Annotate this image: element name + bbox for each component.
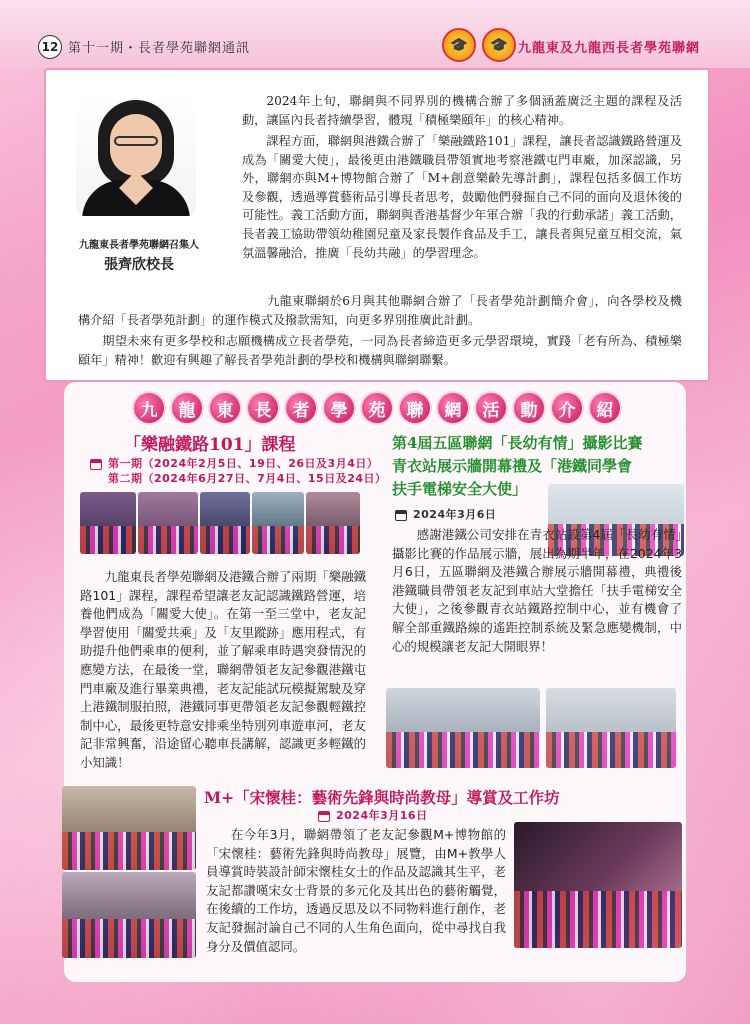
section-banner bbox=[132, 388, 622, 426]
activity1-photo bbox=[252, 492, 304, 554]
banner-char: 長 bbox=[246, 391, 280, 425]
activity1-body: 九龍東長者學苑聯網及港鐵合辦了兩期「樂融鐵路101」課程，課程希望讓老友記認識鐵路營運，培養他們成為「關愛大使」。在第一至三堂中，老友記學習使用「關愛共乘」及「友里蹤跡」應用程式，有助提升他們乘車的便利，並了解乘車時遇突發情況的應變方法，在最後一堂，聯網帶領老友記參觀港鐵屯門車廠及進行畢業典禮，老友記能試玩模擬駕駛及穿上港鐵制服拍照，港鐵同事更帶領老友記參觀輕鐵控制中心，最後更特意安排乘坐特別列車遊車河，老友記非常興奮，沿途留心聽車長講解，認識更多輕鐵的小知識！ bbox=[80, 569, 366, 770]
academy-logo-icon: 🎓 bbox=[482, 28, 516, 62]
banner-char: 龍 bbox=[170, 391, 204, 425]
intro-paragraph: 九龍東聯網於6月與其他聯網合辦了「長者學苑計劃簡介會」，向各學校及機構介紹「長者學苑計劃」的運作模式及撥款需知，向更多界別推廣此計劃。 bbox=[78, 294, 682, 327]
banner-char: 學 bbox=[322, 391, 356, 425]
academy-logo-icon: 🎓 bbox=[442, 28, 476, 62]
activity3-photo bbox=[514, 822, 682, 948]
activity3-title: M+「宋懷桂：藝術先鋒與時尚教母」導賞及工作坊 bbox=[204, 788, 560, 807]
banner-char: 苑 bbox=[360, 391, 394, 425]
page-header bbox=[0, 0, 750, 68]
intro-paragraph: 2024年上旬，聯網與不同界別的機構合辦了多個涵蓋廣泛主題的課程及活動，讓區內長者持續學習，體現「積極樂頤年」的核心精神。 bbox=[242, 94, 682, 127]
banner-char: 紹 bbox=[588, 391, 622, 425]
calendar-icon bbox=[395, 510, 407, 521]
banner-char: 網 bbox=[436, 391, 470, 425]
banner-char: 動 bbox=[512, 391, 546, 425]
activity2-title: 第4屆五區聯網「長幼有情」攝影比賽 青衣站展示牆開幕禮及「港鐵同學會 扶手電梯安全大使」 bbox=[392, 434, 643, 498]
activity2-photo bbox=[386, 688, 540, 768]
convener-photo bbox=[76, 92, 196, 216]
activity3-body: 在今年3月，聯網帶領了老友記參觀M+博物館的「宋懷桂：藝術先鋒與時尚教母」展覽，由M+教學人員導賞時裝設計師宋懷桂女士的作品及認識其生平，老友記都讚嘆宋女士背景的多元化及其出色的藝術觸覺，在後續的工作坊，透過反思及以不同物料進行創作，老友記發掘討論自己不同的人生角色面向，從中尋找自我身分及價值認同。 bbox=[206, 827, 506, 954]
page-number: 12 bbox=[38, 35, 62, 59]
issue-title: 第十一期・長者學苑聯網通訊 bbox=[68, 41, 251, 56]
intro-paragraph: 期望未來有更多學校和志願機構成立長者學苑，一同為長者締造更多元學習環境，實踐「老有所為、積極樂頤年」精神！歡迎有興趣了解長者學苑計劃的學校和機構與聯網聯繫。 bbox=[78, 334, 682, 367]
convener-name: 張齊欣校長 bbox=[104, 257, 174, 273]
banner-char: 九 bbox=[132, 391, 166, 425]
banner-char: 者 bbox=[284, 391, 318, 425]
activity2-body: 感謝港鐵公司安排在青衣站設第4屆「長幼有情」攝影比賽的作品展示牆，展出為期半年，在2024年3月6日，五區聯網及港鐵合辦展示牆開幕禮，典禮後港鐵職員帶領老友記到車站大堂擔任「扶手電梯安全大使」，之後參觀青衣站鐵路控制中心，並有機會了解全部重鐵路線的遙距控制系統及緊急應變機制，中心的規模讓老友記大開眼界！ bbox=[392, 527, 682, 654]
activity3-photo bbox=[62, 872, 196, 958]
banner-char: 介 bbox=[550, 391, 584, 425]
banner-char: 活 bbox=[474, 391, 508, 425]
convener-role: 九龍東長者學苑聯網召集人 bbox=[79, 240, 199, 251]
activity3-photo bbox=[62, 786, 196, 870]
activity1-date-2: 第二期（2024年6月27日、7月4日、15日及24日） bbox=[108, 472, 387, 485]
activity1-photo bbox=[138, 492, 198, 554]
intro-paragraph: 課程方面，聯網與港鐵合辦了「樂融鐵路101」課程，讓長者認識鐵路營運及成為「關愛大使」，最後更由港鐵職員帶領實地考察港鐵屯門車廠，加深認識，另外，聯網亦與M+博物館合辦了「M+創意樂齡先導計劃」，課程包括多個工作坊及參觀，透過導賞藝術品引導長者思考，鼓勵他們發掘自己不同的面向及退休後的可能性。義工活動方面，聯網與香港基督少年軍合辦「我的行動承諾」義工活動，長者義工協助帶領幼稚園兒童及家長製作食品及手工，讓長者與兒童互相交流，氣氛溫馨融洽，推廣「長幼共融」的學習理念。 bbox=[242, 134, 682, 260]
network-name: 九龍東及九龍西長者學苑聯網 bbox=[518, 41, 701, 56]
activity3-date: 2024年3月16日 bbox=[318, 807, 428, 823]
activity1-photo bbox=[200, 492, 250, 554]
calendar-icon bbox=[90, 459, 102, 470]
activity1-photo bbox=[306, 492, 360, 554]
banner-char: 聯 bbox=[398, 391, 432, 425]
activity1-title: 「樂融鐵路101」課程 bbox=[124, 435, 296, 455]
intro-box bbox=[44, 68, 710, 382]
banner-char: 東 bbox=[208, 391, 242, 425]
activity2-date: 2024年3月6日 bbox=[395, 506, 496, 522]
calendar-icon bbox=[318, 811, 330, 822]
activity2-photo bbox=[546, 688, 676, 768]
activity1-date-1: 第一期（2024年2月5日、19日、26日及3月4日） bbox=[90, 455, 378, 471]
activity1-photo bbox=[80, 492, 136, 554]
